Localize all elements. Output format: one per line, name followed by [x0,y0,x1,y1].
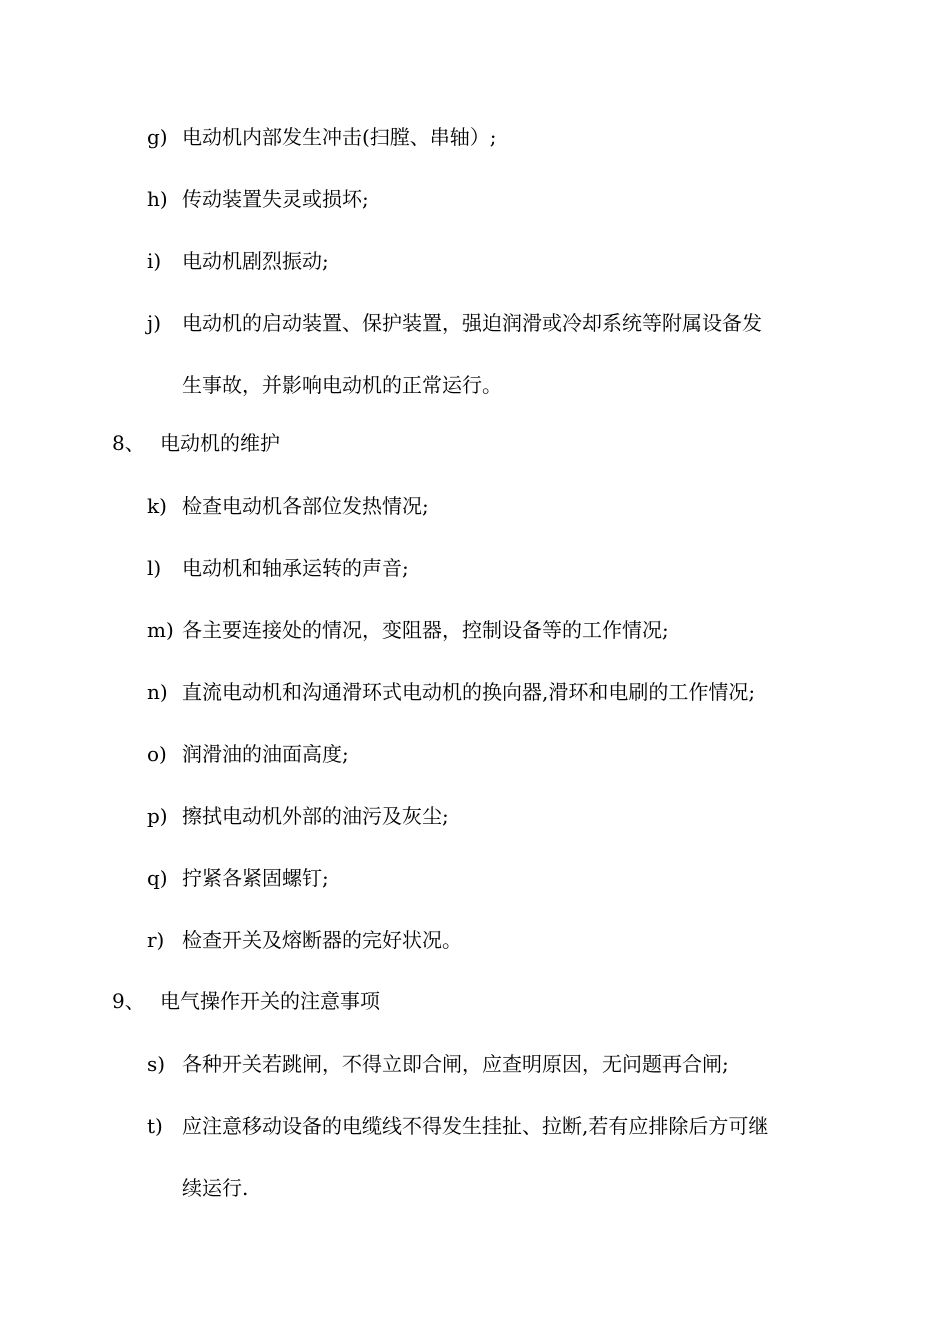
list-marker: s) [147,1052,166,1076]
list-item-text: 应注意移动设备的电缆线不得发生挂扯、拉断,若有应排除后方可继 [182,1114,769,1138]
section-number: 8、 [112,431,145,455]
list-item-text: 检查电动机各部位发热情况; [182,494,429,518]
section-number: 9、 [112,989,145,1013]
section-title: 电动机的维护 [160,431,280,455]
list-item-text: 电动机和轴承运转的声音; [182,556,409,580]
list-item-text: 各主要连接处的情况，变阻器，控制设备等的工作情况; [182,618,669,642]
list-marker: p) [147,804,168,828]
list-item-text: 直流电动机和沟通滑环式电动机的换向器,滑环和电刷的工作情况; [182,680,756,704]
list-marker: j) [147,311,162,335]
list-marker: q) [147,866,168,890]
list-item-continuation: 续运行. [182,1176,249,1200]
list-item-text: 检查开关及熔断器的完好状况。 [182,928,462,952]
list-marker: i) [147,249,162,273]
list-item-text: 各种开关若跳闸，不得立即合闸，应查明原因，无问题再合闸; [182,1052,729,1076]
list-item-text: 拧紧各紧固螺钉; [182,866,329,890]
list-marker: g) [147,125,168,149]
list-marker: h) [147,187,168,211]
list-marker: k) [147,494,167,518]
list-marker: m) [147,618,174,642]
section-title: 电气操作开关的注意事项 [160,989,380,1013]
list-marker: o) [147,742,167,766]
list-item-text: 润滑油的油面高度; [182,742,349,766]
list-item-text: 电动机剧烈振动; [182,249,329,273]
list-item-text: 传动装置失灵或损坏; [182,187,369,211]
list-item-continuation: 生事故，并影响电动机的正常运行。 [182,373,502,397]
list-item-text: 电动机的启动装置、保护装置，强迫润滑或冷却系统等附属设备发 [182,311,762,335]
list-item-text: 电动机内部发生冲击(扫膛、串轴）; [182,125,497,149]
list-marker: l) [147,556,162,580]
list-marker: r) [147,928,165,952]
list-item-text: 擦拭电动机外部的油污及灰尘; [182,804,449,828]
list-marker: n) [147,680,168,704]
list-marker: t) [147,1114,163,1138]
